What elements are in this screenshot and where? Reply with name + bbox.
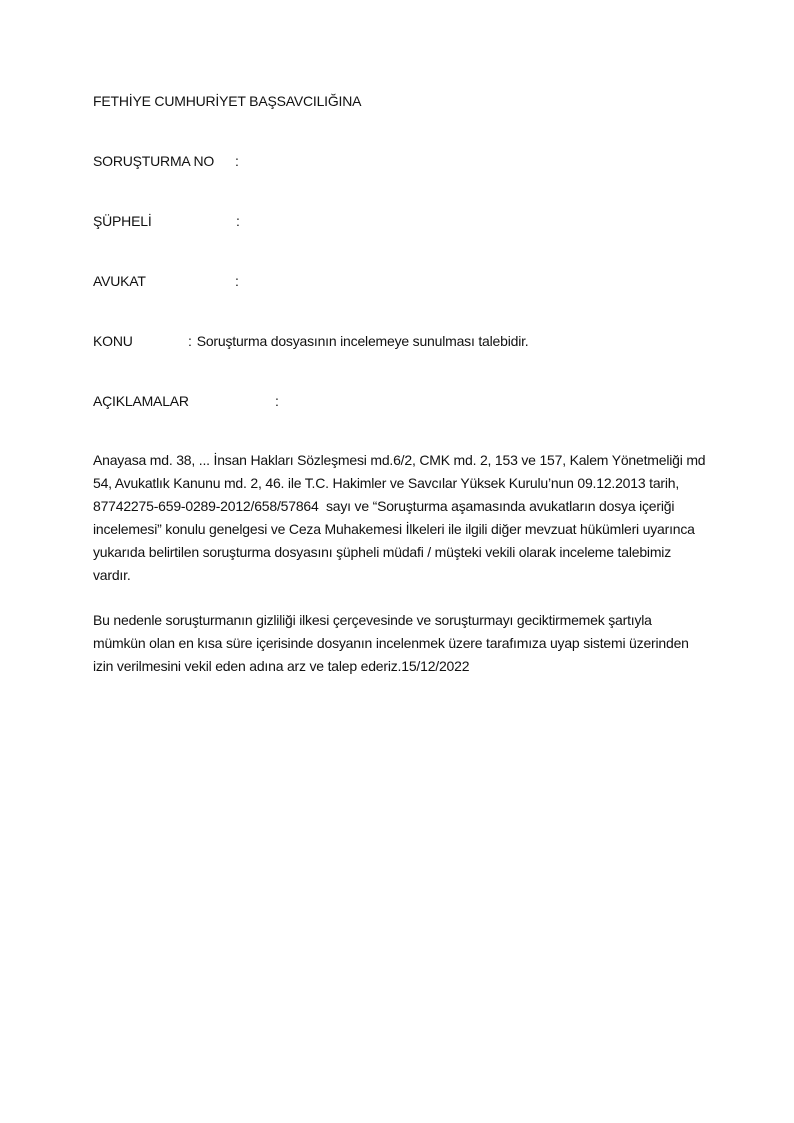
- body-paragraph-legal-basis: [93, 449, 754, 587]
- field-colon: :: [236, 213, 240, 229]
- body-paragraph-request: [93, 609, 754, 678]
- paragraph-line: Anayasa md. 38, ... İnsan Hakları Sözleşmesi md.6/2, CMK md. 2, 153 ve 157, Kalem Yönetmeliği md: [93, 452, 706, 468]
- field-row-supheli: [93, 211, 754, 231]
- field-value-konu: Soruşturma dosyasının incelemeye sunulması talebidir.: [196, 333, 529, 349]
- paragraph-line: vardır.: [93, 567, 131, 583]
- field-row-konu: [93, 331, 754, 351]
- field-row-aciklamalar: [93, 391, 754, 411]
- field-colon: :: [275, 393, 279, 409]
- paragraph-line: mümkün olan en kısa süre içerisinde dosyanın incelenmek üzere tarafımıza uyap sistemi üzerinden: [93, 635, 689, 651]
- field-row-sorusturma-no: [93, 151, 754, 171]
- field-label-aciklamalar: AÇIKLAMALAR: [93, 393, 189, 409]
- field-row-avukat: [93, 271, 754, 291]
- paragraph-line: yukarıda belirtilen soruşturma dosyasını şüpheli müdafi / müşteki vekili olarak inceleme talebimiz: [93, 544, 671, 560]
- document-title: FETHİYE CUMHURİYET BAŞSAVCILIĞINA: [93, 93, 362, 109]
- field-label-konu: KONU: [93, 333, 133, 349]
- field-colon: :: [235, 153, 239, 169]
- paragraph-line: izin verilmesini vekil eden adına arz ve talep ederiz.15/12/2022: [93, 658, 470, 674]
- field-label-sorusturma-no: SORUŞTURMA NO: [93, 153, 215, 169]
- paragraph-line: 87742275-659-0289-2012/658/57864 sayı ve “Soruşturma aşamasında avukatların dosya içeriği: [93, 498, 675, 514]
- field-label-supheli: ŞÜPHELİ: [93, 213, 152, 229]
- paragraph-line: Bu nedenle soruşturmanın gizliliği ilkesi çerçevesinde ve soruşturmayı geciktirmemek şartıyla: [93, 612, 652, 628]
- paragraph-line: incelemesi” konulu genelgesi ve Ceza Muhakemesi İlkeleri ile ilgili diğer mevzuat hükümleri uyarınca: [93, 521, 695, 537]
- field-colon: :: [188, 333, 192, 349]
- paragraph-line: 54, Avukatlık Kanunu md. 2, 46. ile T.C. Hakimler ve Savcılar Yüksek Kurulu’nun 09.12.2013 tarih,: [93, 475, 680, 491]
- field-label-avukat: AVUKAT: [93, 273, 146, 289]
- field-colon: :: [235, 273, 239, 289]
